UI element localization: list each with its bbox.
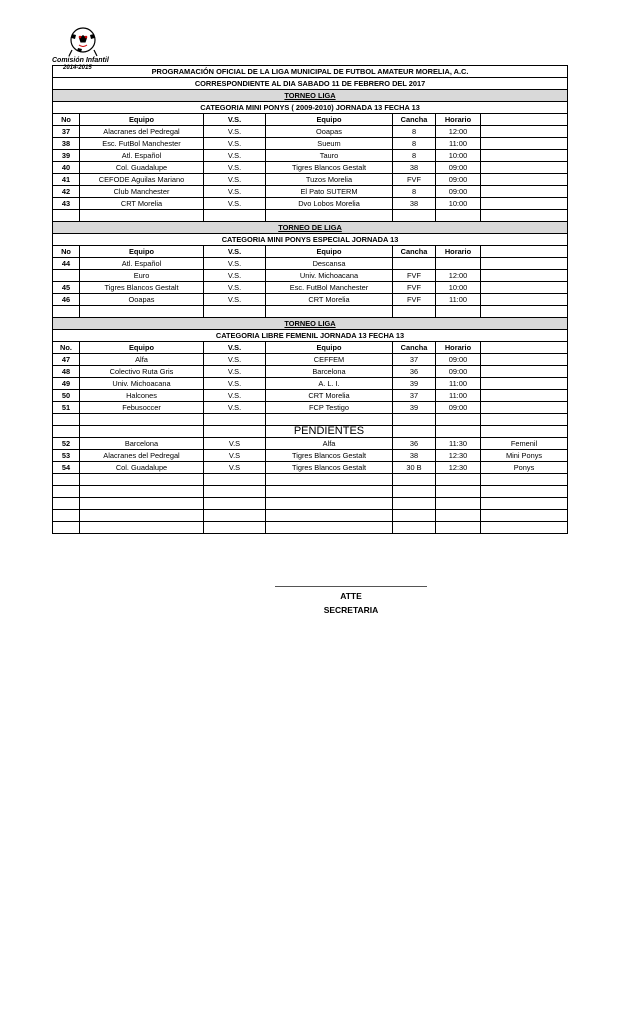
field-cell: 38 [393, 162, 436, 174]
team-away-cell: FCP Testigo [266, 402, 393, 414]
logo-years: 2014-2015 [63, 65, 92, 71]
table-row [53, 270, 568, 282]
category-heading-text: CATEGORIA LIBRE FEMENIL JORNADA 13 FECHA 13 [53, 330, 568, 342]
table-row [53, 138, 568, 150]
team-home-cell [80, 522, 204, 534]
match-no-cell [53, 486, 80, 498]
team-home-cell: Club Manchester [80, 186, 204, 198]
match-no-cell [53, 210, 80, 222]
date-line [53, 78, 568, 90]
team-away-cell: Equipo [266, 114, 393, 126]
category-heading-text: CATEGORIA MINI PONYS ( 2009-2010) JORNADA 13 FECHA 13 [53, 102, 568, 114]
field-cell: 38 [393, 198, 436, 210]
field-cell: 37 [393, 354, 436, 366]
team-home-cell [80, 486, 204, 498]
match-no-cell: 43 [53, 198, 80, 210]
time-cell [436, 258, 481, 270]
match-no-cell: 52 [53, 438, 80, 450]
table-row [53, 366, 568, 378]
match-no-cell: No. [53, 342, 80, 354]
vs-cell [204, 474, 266, 486]
table-row [53, 150, 568, 162]
time-cell [436, 522, 481, 534]
time-cell [436, 306, 481, 318]
team-away-cell: Dvo Lobos Morelia [266, 198, 393, 210]
empty-cell [436, 426, 481, 438]
vs-cell [204, 306, 266, 318]
column-headers [53, 246, 568, 258]
torneo-heading [53, 222, 568, 234]
time-cell [436, 210, 481, 222]
vs-cell [204, 210, 266, 222]
table-row [53, 390, 568, 402]
time-cell: 09:00 [436, 354, 481, 366]
team-home-cell [80, 474, 204, 486]
team-home-cell: CEFODE Aguilas Mariano [80, 174, 204, 186]
vs-cell: V.S. [204, 126, 266, 138]
match-no-cell [53, 414, 80, 426]
vs-cell: V.S. [204, 162, 266, 174]
note-cell [481, 522, 568, 534]
vs-cell [204, 510, 266, 522]
field-cell [393, 258, 436, 270]
team-home-cell: Esc. FutBol Manchester [80, 138, 204, 150]
note-cell [481, 414, 568, 426]
logo-caption: Comisión Infantil [52, 57, 109, 64]
team-away-cell [266, 522, 393, 534]
vs-cell [204, 414, 266, 426]
vs-cell: V.S. [204, 378, 266, 390]
vs-cell [204, 522, 266, 534]
empty-cell [393, 426, 436, 438]
team-away-cell: CRT Morelia [266, 390, 393, 402]
team-home-cell: Tigres Blancos Gestalt [80, 282, 204, 294]
match-no-cell: 38 [53, 138, 80, 150]
team-home-cell [80, 414, 204, 426]
time-cell: 09:00 [436, 162, 481, 174]
note-cell [481, 246, 568, 258]
vs-cell: V.S. [204, 198, 266, 210]
team-away-cell: Univ. Michoacana [266, 270, 393, 282]
note-cell [481, 126, 568, 138]
field-cell: 36 [393, 438, 436, 450]
table-row [53, 282, 568, 294]
match-no-cell [53, 522, 80, 534]
note-cell [481, 486, 568, 498]
match-no-cell: 49 [53, 378, 80, 390]
match-no-cell: 45 [53, 282, 80, 294]
torneo-heading-text: TORNEO DE LIGA [278, 223, 342, 232]
team-home-cell [80, 498, 204, 510]
team-home-cell: Equipo [80, 114, 204, 126]
field-cell: 37 [393, 390, 436, 402]
table-row [53, 378, 568, 390]
team-away-cell: CEFFEM [266, 354, 393, 366]
field-cell: 39 [393, 378, 436, 390]
team-home-cell [80, 306, 204, 318]
time-cell: 10:00 [436, 150, 481, 162]
match-no-cell: 47 [53, 354, 80, 366]
team-home-cell: Colectivo Ruta Gris [80, 366, 204, 378]
field-cell [393, 522, 436, 534]
pendientes-label: PENDIENTES [266, 426, 393, 438]
note-cell [481, 366, 568, 378]
field-cell: FVF [393, 282, 436, 294]
note-cell [481, 150, 568, 162]
torneo-heading-text: TORNEO LIGA [284, 319, 336, 328]
table-row [53, 258, 568, 270]
team-home-cell: Univ. Michoacana [80, 378, 204, 390]
pending-row [53, 438, 568, 450]
vs-cell: V.S. [204, 186, 266, 198]
time-cell [436, 474, 481, 486]
blank-row [53, 474, 568, 486]
match-no-cell: 39 [53, 150, 80, 162]
vs-cell: V.S. [204, 150, 266, 162]
time-cell: 09:00 [436, 186, 481, 198]
vs-cell: V.S [204, 462, 266, 474]
team-away-cell: Descansa [266, 258, 393, 270]
vs-cell: V.S. [204, 294, 266, 306]
category-heading [53, 102, 568, 114]
team-away-cell: Ooapas [266, 126, 393, 138]
note-cell [481, 174, 568, 186]
field-cell [393, 306, 436, 318]
time-cell: 11:00 [436, 294, 481, 306]
vs-cell: V.S. [204, 138, 266, 150]
match-no-cell: 44 [53, 258, 80, 270]
time-cell: 09:00 [436, 174, 481, 186]
team-away-cell: El Pato SUTERM [266, 186, 393, 198]
team-away-cell: Alfa [266, 438, 393, 450]
time-cell: 11:30 [436, 438, 481, 450]
blank-row [53, 510, 568, 522]
team-home-cell: Febusoccer [80, 402, 204, 414]
match-no-cell: 53 [53, 450, 80, 462]
note-cell: Ponys [481, 462, 568, 474]
team-away-cell: Barcelona [266, 366, 393, 378]
field-cell: 38 [393, 450, 436, 462]
match-no-cell: 46 [53, 294, 80, 306]
time-cell [436, 498, 481, 510]
vs-cell: V.S. [204, 114, 266, 126]
signature-atte: ATTE [340, 591, 362, 601]
match-no-cell [53, 474, 80, 486]
team-home-cell: CRT Morelia [80, 198, 204, 210]
blank-row [53, 522, 568, 534]
note-cell [481, 402, 568, 414]
match-no-cell: No [53, 114, 80, 126]
torneo-heading [53, 90, 568, 102]
field-cell [393, 474, 436, 486]
category-heading [53, 234, 568, 246]
table-row [53, 414, 568, 426]
time-cell: 11:00 [436, 138, 481, 150]
note-cell: Femenil [481, 438, 568, 450]
table-row [53, 402, 568, 414]
note-cell [481, 342, 568, 354]
time-cell: 09:00 [436, 402, 481, 414]
field-cell [393, 498, 436, 510]
note-cell [481, 270, 568, 282]
team-home-cell: Atl. Español [80, 258, 204, 270]
match-no-cell [53, 270, 80, 282]
field-cell: 39 [393, 402, 436, 414]
time-cell: 11:00 [436, 390, 481, 402]
pending-row [53, 462, 568, 474]
match-no-cell: 37 [53, 126, 80, 138]
note-cell [481, 186, 568, 198]
vs-cell: V.S. [204, 342, 266, 354]
vs-cell: V.S. [204, 282, 266, 294]
time-cell: 12:00 [436, 126, 481, 138]
time-cell: 12:30 [436, 450, 481, 462]
match-no-cell: 48 [53, 366, 80, 378]
note-cell [481, 474, 568, 486]
team-home-cell [80, 510, 204, 522]
vs-cell [204, 498, 266, 510]
time-cell: 09:00 [436, 366, 481, 378]
team-home-cell: Alacranes del Pedregal [80, 126, 204, 138]
time-cell: Horario [436, 342, 481, 354]
table-row [53, 198, 568, 210]
blank-row [53, 486, 568, 498]
team-away-cell: Tuzos Morelia [266, 174, 393, 186]
pendientes-row [53, 426, 568, 438]
field-cell: FVF [393, 294, 436, 306]
team-home-cell: Col. Guadalupe [80, 162, 204, 174]
page-title [53, 66, 568, 78]
match-no-cell: 54 [53, 462, 80, 474]
time-cell [436, 486, 481, 498]
team-away-cell: Esc. FutBol Manchester [266, 282, 393, 294]
empty-cell [204, 426, 266, 438]
vs-cell: V.S. [204, 354, 266, 366]
team-away-cell [266, 414, 393, 426]
field-cell [393, 486, 436, 498]
blank-row [53, 498, 568, 510]
team-away-cell: Tauro [266, 150, 393, 162]
time-cell: 11:00 [436, 378, 481, 390]
team-away-cell [266, 486, 393, 498]
team-away-cell [266, 306, 393, 318]
empty-cell [80, 426, 204, 438]
note-cell [481, 510, 568, 522]
field-cell: 8 [393, 138, 436, 150]
time-cell: 10:00 [436, 282, 481, 294]
vs-cell: V.S. [204, 270, 266, 282]
note-cell [481, 294, 568, 306]
signature-line [275, 586, 427, 587]
time-cell [436, 510, 481, 522]
vs-cell [204, 486, 266, 498]
table-row [53, 294, 568, 306]
field-cell: 30 B [393, 462, 436, 474]
category-heading [53, 330, 568, 342]
vs-cell: V.S [204, 450, 266, 462]
team-away-cell: Sueum [266, 138, 393, 150]
note-cell [481, 390, 568, 402]
vs-cell: V.S [204, 438, 266, 450]
field-cell: 8 [393, 150, 436, 162]
field-cell: Cancha [393, 342, 436, 354]
table-row [53, 174, 568, 186]
team-away-cell: Tigres Blancos Gestalt [266, 450, 393, 462]
team-home-cell: Atl. Español [80, 150, 204, 162]
team-away-cell [266, 210, 393, 222]
note-cell [481, 114, 568, 126]
page-title-text: PROGRAMACIÓN OFICIAL DE LA LIGA MUNICIPAL DE FUTBOL AMATEUR MORELIA, A.C. [53, 66, 568, 78]
empty-cell [481, 426, 568, 438]
field-cell: 36 [393, 366, 436, 378]
time-cell: Horario [436, 246, 481, 258]
date-line-text: CORRESPONDIENTE AL DIA SABADO 11 DE FEBRERO DEL 2017 [53, 78, 568, 90]
team-away-cell: Tigres Blancos Gestalt [266, 162, 393, 174]
field-cell [393, 210, 436, 222]
match-no-cell: 41 [53, 174, 80, 186]
signature-role: SECRETARIA [323, 605, 379, 615]
table-row [53, 162, 568, 174]
table-row [53, 354, 568, 366]
match-no-cell: No [53, 246, 80, 258]
match-no-cell: 50 [53, 390, 80, 402]
table-row [53, 126, 568, 138]
vs-cell: V.S. [204, 366, 266, 378]
note-cell [481, 162, 568, 174]
team-home-cell: Barcelona [80, 438, 204, 450]
team-home-cell: Equipo [80, 342, 204, 354]
note-cell [481, 198, 568, 210]
match-no-cell: 51 [53, 402, 80, 414]
field-cell [393, 414, 436, 426]
time-cell: 12:00 [436, 270, 481, 282]
team-away-cell: Tigres Blancos Gestalt [266, 462, 393, 474]
vs-cell: V.S. [204, 246, 266, 258]
team-home-cell: Col. Guadalupe [80, 462, 204, 474]
column-headers [53, 342, 568, 354]
category-heading-text: CATEGORIA MINI PONYS ESPECIAL JORNADA 13 [53, 234, 568, 246]
note-cell [481, 210, 568, 222]
field-cell: FVF [393, 270, 436, 282]
match-no-cell: 42 [53, 186, 80, 198]
time-cell: 12:30 [436, 462, 481, 474]
team-away-cell [266, 474, 393, 486]
note-cell [481, 306, 568, 318]
team-home-cell: Alacranes del Pedregal [80, 450, 204, 462]
match-no-cell [53, 498, 80, 510]
team-home-cell: Euro [80, 270, 204, 282]
time-cell: 10:00 [436, 198, 481, 210]
match-no-cell [53, 510, 80, 522]
team-away-cell [266, 498, 393, 510]
table-row [53, 186, 568, 198]
field-cell: 8 [393, 186, 436, 198]
note-cell [481, 498, 568, 510]
vs-cell: V.S. [204, 390, 266, 402]
team-away-cell [266, 510, 393, 522]
match-no-cell [53, 306, 80, 318]
table-row [53, 306, 568, 318]
column-headers [53, 114, 568, 126]
note-cell: Mini Ponys [481, 450, 568, 462]
table-row [53, 210, 568, 222]
team-away-cell: CRT Morelia [266, 294, 393, 306]
field-cell: Cancha [393, 246, 436, 258]
field-cell: Cancha [393, 114, 436, 126]
match-no-cell: 40 [53, 162, 80, 174]
soccer-ball-icon [66, 26, 100, 58]
schedule-table [52, 65, 568, 534]
torneo-heading-text: TORNEO LIGA [284, 91, 336, 100]
time-cell [436, 414, 481, 426]
note-cell [481, 354, 568, 366]
vs-cell: V.S. [204, 174, 266, 186]
field-cell: FVF [393, 174, 436, 186]
note-cell [481, 282, 568, 294]
team-home-cell: Equipo [80, 246, 204, 258]
time-cell: Horario [436, 114, 481, 126]
note-cell [481, 138, 568, 150]
field-cell: 8 [393, 126, 436, 138]
team-away-cell: A. L. I. [266, 378, 393, 390]
torneo-heading [53, 318, 568, 330]
team-home-cell: Halcones [80, 390, 204, 402]
field-cell [393, 510, 436, 522]
vs-cell: V.S. [204, 258, 266, 270]
note-cell [481, 378, 568, 390]
team-home-cell: Alfa [80, 354, 204, 366]
team-home-cell [80, 210, 204, 222]
vs-cell: V.S. [204, 402, 266, 414]
empty-cell [53, 426, 80, 438]
team-away-cell: Equipo [266, 246, 393, 258]
team-away-cell: Equipo [266, 342, 393, 354]
note-cell [481, 258, 568, 270]
pending-row [53, 450, 568, 462]
team-home-cell: Ooapas [80, 294, 204, 306]
